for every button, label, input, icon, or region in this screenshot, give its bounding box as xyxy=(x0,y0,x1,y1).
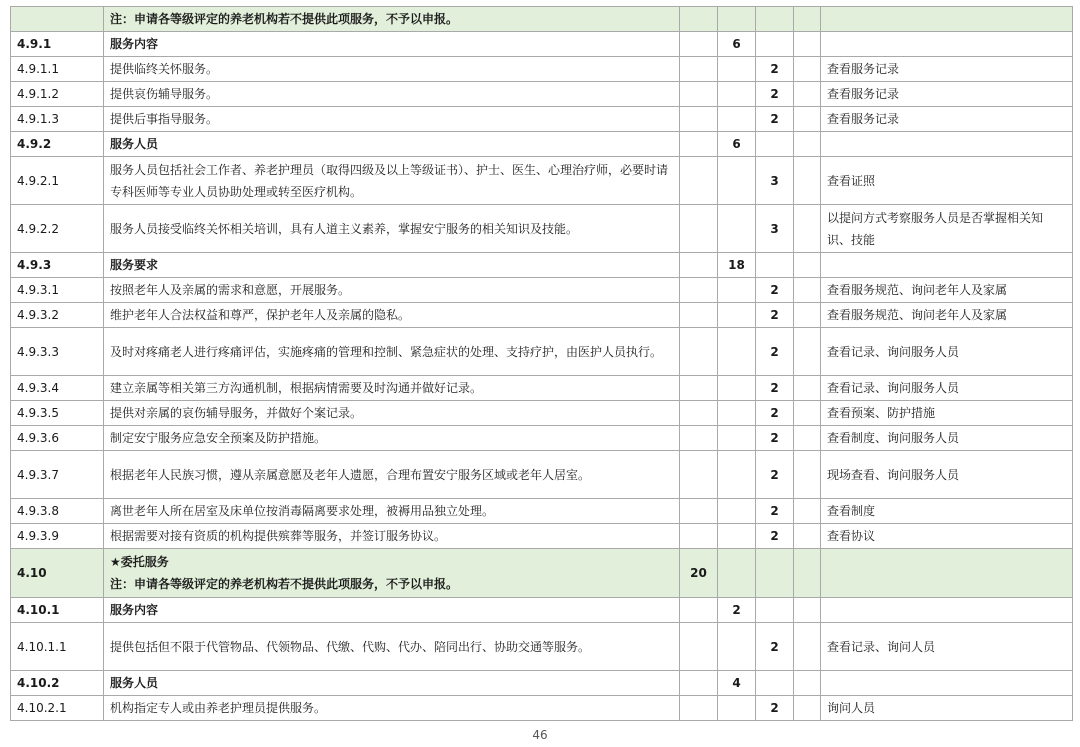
score-cell-level1 xyxy=(680,328,718,376)
score-cell-level3: 2 xyxy=(756,524,794,549)
section-title: ★委托服务 xyxy=(110,555,169,569)
score-cell-actual xyxy=(794,7,821,32)
score-cell-level3: 2 xyxy=(756,451,794,499)
table-row xyxy=(11,671,1073,696)
item-code-cell: 4.9.3.7 xyxy=(11,451,104,499)
table-row xyxy=(11,82,1073,107)
score-cell-actual xyxy=(794,549,821,598)
item-code-cell: 4.9.3.3 xyxy=(11,328,104,376)
score-cell-actual xyxy=(794,107,821,132)
item-content-cell: 及时对疼痛老人进行疼痛评估，实施疼痛的管理和控制、紧急症状的处理、支持疗护，由医护人员执行。 xyxy=(104,328,680,376)
assessment-method-cell xyxy=(821,7,1073,32)
score-cell-level1 xyxy=(680,303,718,328)
assessment-method-cell: 查看服务记录 xyxy=(821,107,1073,132)
score-cell-level1 xyxy=(680,451,718,499)
score-cell-level1 xyxy=(680,499,718,524)
score-cell-actual xyxy=(794,205,821,253)
table-row xyxy=(11,157,1073,205)
score-cell-level3 xyxy=(756,7,794,32)
assessment-method-cell: 查看记录、询问人员 xyxy=(821,623,1073,671)
score-cell-level2 xyxy=(718,205,756,253)
item-code-cell: 4.9.3.2 xyxy=(11,303,104,328)
assessment-method-cell xyxy=(821,253,1073,278)
score-cell-actual xyxy=(794,376,821,401)
score-cell-level3: 2 xyxy=(756,82,794,107)
score-cell-level1 xyxy=(680,32,718,57)
score-cell-level2 xyxy=(718,107,756,132)
table-row xyxy=(11,107,1073,132)
score-cell-level3: 2 xyxy=(756,376,794,401)
table-row xyxy=(11,278,1073,303)
score-cell-level1 xyxy=(680,524,718,549)
score-cell-actual xyxy=(794,328,821,376)
item-content-cell: 提供后事指导服务。 xyxy=(104,107,680,132)
score-cell-level1 xyxy=(680,57,718,82)
score-cell-level3: 2 xyxy=(756,107,794,132)
score-cell-level1 xyxy=(680,107,718,132)
score-cell-level1 xyxy=(680,205,718,253)
score-cell-level2: 4 xyxy=(718,671,756,696)
assessment-method-cell: 查看服务规范、询问老年人及家属 xyxy=(821,278,1073,303)
item-content-cell: 维护老年人合法权益和尊严，保护老年人及亲属的隐私。 xyxy=(104,303,680,328)
item-code-cell: 4.9.3.5 xyxy=(11,401,104,426)
table-row xyxy=(11,376,1073,401)
score-cell-actual xyxy=(794,499,821,524)
assessment-table xyxy=(10,6,1073,721)
item-content-cell: 建立亲属等相关第三方沟通机制，根据病情需要及时沟通并做好记录。 xyxy=(104,376,680,401)
score-cell-level1 xyxy=(680,253,718,278)
score-cell-level3: 2 xyxy=(756,426,794,451)
score-cell-level2 xyxy=(718,623,756,671)
score-cell-level1 xyxy=(680,426,718,451)
score-cell-actual xyxy=(794,253,821,278)
score-cell-level2 xyxy=(718,376,756,401)
score-cell-level2 xyxy=(718,499,756,524)
score-cell-actual xyxy=(794,82,821,107)
score-cell-actual xyxy=(794,32,821,57)
score-cell-level1 xyxy=(680,157,718,205)
item-code-cell: 4.10.1 xyxy=(11,598,104,623)
score-cell-level3: 2 xyxy=(756,278,794,303)
assessment-method-cell: 询问人员 xyxy=(821,696,1073,721)
item-code-cell: 4.9.1 xyxy=(11,32,104,57)
score-cell-level3: 2 xyxy=(756,623,794,671)
assessment-method-cell: 查看服务记录 xyxy=(821,82,1073,107)
score-cell-level2 xyxy=(718,278,756,303)
table-row xyxy=(11,499,1073,524)
score-cell-level2: 18 xyxy=(718,253,756,278)
score-cell-level2 xyxy=(718,328,756,376)
assessment-method-cell xyxy=(821,549,1073,598)
score-cell-level2 xyxy=(718,549,756,598)
score-cell-level2 xyxy=(718,524,756,549)
score-cell-level2 xyxy=(718,426,756,451)
score-cell-level1 xyxy=(680,7,718,32)
table-row xyxy=(11,549,1073,598)
score-cell-level1 xyxy=(680,376,718,401)
score-cell-level3: 3 xyxy=(756,157,794,205)
item-content-cell: 提供哀伤辅导服务。 xyxy=(104,82,680,107)
item-code-cell xyxy=(11,7,104,32)
item-content-cell: 注：申请各等级评定的养老机构若不提供此项服务，不予以申报。 xyxy=(104,7,680,32)
item-code-cell: 4.9.3.8 xyxy=(11,499,104,524)
table-row xyxy=(11,32,1073,57)
score-cell-level3: 2 xyxy=(756,57,794,82)
item-content-cell: 机构指定专人或由养老护理员提供服务。 xyxy=(104,696,680,721)
score-cell-level3 xyxy=(756,671,794,696)
score-cell-level2: 2 xyxy=(718,598,756,623)
assessment-method-cell: 查看记录、询问服务人员 xyxy=(821,376,1073,401)
score-cell-level1 xyxy=(680,671,718,696)
score-cell-level2 xyxy=(718,401,756,426)
score-cell-level3 xyxy=(756,549,794,598)
item-code-cell: 4.9.3.4 xyxy=(11,376,104,401)
table-row xyxy=(11,598,1073,623)
score-cell-level1 xyxy=(680,401,718,426)
item-content-cell: 服务人员 xyxy=(104,132,680,157)
table-row xyxy=(11,524,1073,549)
item-content-cell: 制定安宁服务应急安全预案及防护措施。 xyxy=(104,426,680,451)
assessment-method-cell xyxy=(821,132,1073,157)
score-cell-actual xyxy=(794,401,821,426)
score-cell-level3: 2 xyxy=(756,328,794,376)
score-cell-actual xyxy=(794,278,821,303)
item-code-cell: 4.9.2.1 xyxy=(11,157,104,205)
score-cell-level2 xyxy=(718,7,756,32)
assessment-method-cell: 查看记录、询问服务人员 xyxy=(821,328,1073,376)
item-content-cell: 按照老年人及亲属的需求和意愿，开展服务。 xyxy=(104,278,680,303)
score-cell-level2 xyxy=(718,451,756,499)
score-cell-level2: 6 xyxy=(718,132,756,157)
assessment-method-cell: 查看服务记录 xyxy=(821,57,1073,82)
item-content-cell xyxy=(104,549,680,598)
item-content-cell: 提供对亲属的哀伤辅导服务，并做好个案记录。 xyxy=(104,401,680,426)
score-cell-level3: 2 xyxy=(756,499,794,524)
item-code-cell: 4.9.2.2 xyxy=(11,205,104,253)
item-content-cell: 服务人员接受临终关怀相关培训，具有人道主义素养，掌握安宁服务的相关知识及技能。 xyxy=(104,205,680,253)
table-row xyxy=(11,696,1073,721)
table-row xyxy=(11,7,1073,32)
item-content-cell: 提供包括但不限于代管物品、代领物品、代缴、代购、代办、陪同出行、协助交通等服务。 xyxy=(104,623,680,671)
item-code-cell: 4.10.2.1 xyxy=(11,696,104,721)
item-code-cell: 4.9.1.3 xyxy=(11,107,104,132)
score-cell-level3 xyxy=(756,132,794,157)
score-cell-level1 xyxy=(680,696,718,721)
section-note: 注：申请各等级评定的养老机构若不提供此项服务，不予以申报。 xyxy=(110,577,459,591)
score-cell-level3: 2 xyxy=(756,696,794,721)
score-cell-actual xyxy=(794,157,821,205)
score-cell-level2 xyxy=(718,57,756,82)
score-cell-level1 xyxy=(680,132,718,157)
assessment-method-cell: 查看制度 xyxy=(821,499,1073,524)
item-code-cell: 4.9.1.2 xyxy=(11,82,104,107)
assessment-method-cell xyxy=(821,32,1073,57)
score-cell-actual xyxy=(794,57,821,82)
score-cell-level3 xyxy=(756,598,794,623)
table-row xyxy=(11,253,1073,278)
score-cell-actual xyxy=(794,451,821,499)
item-content-cell: 根据需要对接有资质的机构提供殡葬等服务，并签订服务协议。 xyxy=(104,524,680,549)
assessment-method-cell: 查看预案、防护措施 xyxy=(821,401,1073,426)
score-cell-level1 xyxy=(680,278,718,303)
item-content-cell: 离世老年人所在居室及床单位按消毒隔离要求处理，被褥用品独立处理。 xyxy=(104,499,680,524)
item-code-cell: 4.9.3 xyxy=(11,253,104,278)
score-cell-level1: 20 xyxy=(680,549,718,598)
score-cell-level3 xyxy=(756,32,794,57)
item-code-cell: 4.10.1.1 xyxy=(11,623,104,671)
item-code-cell: 4.9.3.1 xyxy=(11,278,104,303)
item-code-cell: 4.9.1.1 xyxy=(11,57,104,82)
table-row xyxy=(11,57,1073,82)
score-cell-actual xyxy=(794,426,821,451)
score-cell-level3: 2 xyxy=(756,401,794,426)
score-cell-actual xyxy=(794,524,821,549)
table-row xyxy=(11,205,1073,253)
page-number: 46 xyxy=(532,728,548,742)
score-cell-level2 xyxy=(718,696,756,721)
table-row xyxy=(11,303,1073,328)
item-content-cell: 服务要求 xyxy=(104,253,680,278)
item-content-cell: 根据老年人民族习惯，遵从亲属意愿及老年人遗愿，合理布置安宁服务区域或老年人居室。 xyxy=(104,451,680,499)
score-cell-level1 xyxy=(680,598,718,623)
score-cell-level2 xyxy=(718,157,756,205)
score-cell-level3: 2 xyxy=(756,303,794,328)
score-cell-level2 xyxy=(718,82,756,107)
assessment-method-cell: 查看证照 xyxy=(821,157,1073,205)
assessment-method-cell: 现场查看、询问服务人员 xyxy=(821,451,1073,499)
score-cell-actual xyxy=(794,132,821,157)
table-row xyxy=(11,426,1073,451)
score-cell-actual xyxy=(794,598,821,623)
item-content-cell: 服务人员 xyxy=(104,671,680,696)
score-cell-actual xyxy=(794,303,821,328)
table-row xyxy=(11,328,1073,376)
score-cell-level3 xyxy=(756,253,794,278)
assessment-method-cell xyxy=(821,598,1073,623)
score-cell-actual xyxy=(794,623,821,671)
table-row xyxy=(11,451,1073,499)
item-content-cell: 服务人员包括社会工作者、养老护理员（取得四级及以上等级证书）、护士、医生、心理治疗师，必要时请专科医师等专业人员协助处理或转至医疗机构。 xyxy=(104,157,680,205)
assessment-table-sheet xyxy=(10,6,1072,721)
item-code-cell: 4.9.2 xyxy=(11,132,104,157)
score-cell-actual xyxy=(794,696,821,721)
assessment-method-cell: 以提问方式考察服务人员是否掌握相关知识、技能 xyxy=(821,205,1073,253)
item-code-cell: 4.9.3.6 xyxy=(11,426,104,451)
item-content-cell: 服务内容 xyxy=(104,598,680,623)
assessment-method-cell: 查看协议 xyxy=(821,524,1073,549)
assessment-method-cell: 查看制度、询问服务人员 xyxy=(821,426,1073,451)
table-row xyxy=(11,401,1073,426)
item-content-cell: 提供临终关怀服务。 xyxy=(104,57,680,82)
score-cell-level1 xyxy=(680,82,718,107)
item-content-cell: 服务内容 xyxy=(104,32,680,57)
item-code-cell: 4.9.3.9 xyxy=(11,524,104,549)
assessment-method-cell xyxy=(821,671,1073,696)
score-cell-actual xyxy=(794,671,821,696)
score-cell-level2 xyxy=(718,303,756,328)
item-code-cell: 4.10 xyxy=(11,549,104,598)
score-cell-level2: 6 xyxy=(718,32,756,57)
score-cell-level3: 3 xyxy=(756,205,794,253)
assessment-method-cell: 查看服务规范、询问老年人及家属 xyxy=(821,303,1073,328)
item-code-cell: 4.10.2 xyxy=(11,671,104,696)
table-row xyxy=(11,623,1073,671)
score-cell-level1 xyxy=(680,623,718,671)
table-row xyxy=(11,132,1073,157)
